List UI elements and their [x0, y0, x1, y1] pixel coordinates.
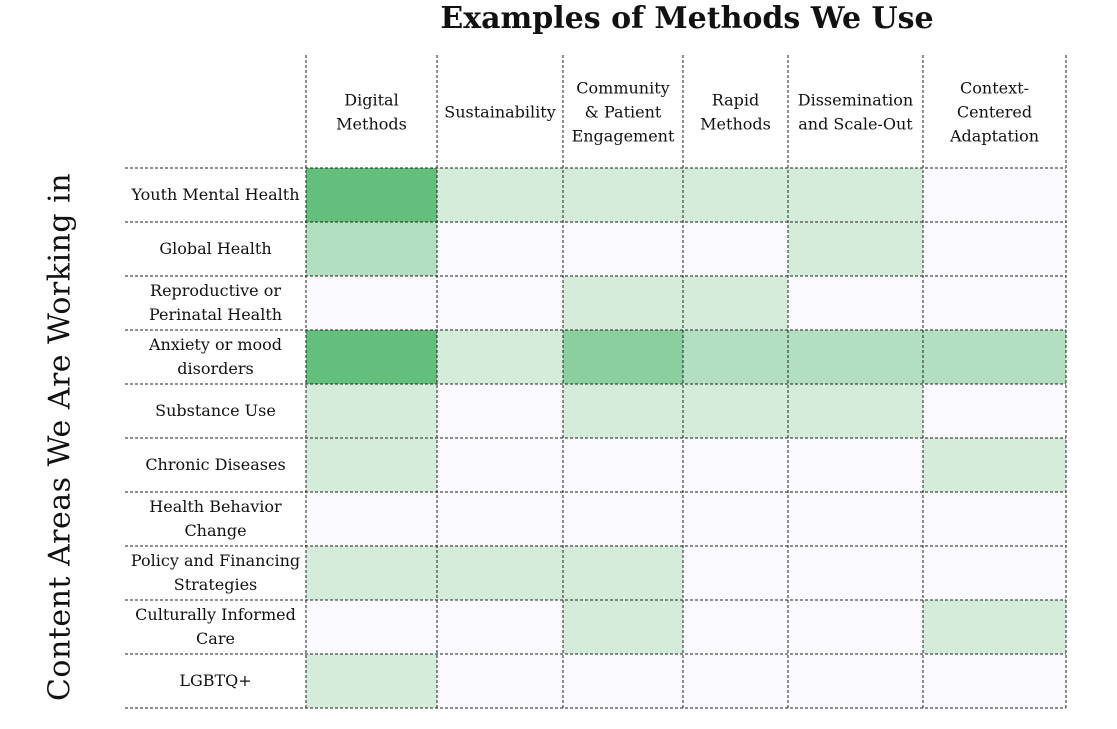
- heatmap-cell: [306, 546, 437, 600]
- heatmap-cell: [788, 492, 923, 546]
- heatmap-cell: [437, 384, 563, 438]
- heatmap-cell: [437, 600, 563, 654]
- row-label: [131, 551, 300, 594]
- heatmap-cell: [923, 546, 1066, 600]
- heatmap-cell: [437, 492, 563, 546]
- column-header-line: Rapid: [711, 90, 760, 110]
- column-header-line: Sustainability: [444, 102, 556, 122]
- heatmap-cell: [563, 654, 683, 708]
- row-label-line: Change: [184, 521, 247, 540]
- column-header: [336, 91, 407, 134]
- heatmap-cell: [683, 600, 788, 654]
- heatmap-cell: [683, 492, 788, 546]
- heatmap-cell: [923, 600, 1066, 654]
- row-label: [149, 497, 282, 540]
- row-label: [155, 401, 276, 420]
- row-label-line: Substance Use: [155, 401, 276, 420]
- column-header-line: Dissemination: [797, 90, 914, 110]
- column-header: [572, 79, 675, 146]
- heatmap-cell: [923, 168, 1066, 222]
- heatmap-cell: [923, 492, 1066, 546]
- heatmap-cell: [437, 654, 563, 708]
- heatmap-cell: [306, 276, 437, 330]
- heatmap-cell: [437, 546, 563, 600]
- column-header-line: Context-: [960, 78, 1029, 98]
- heatmap-cell: [683, 438, 788, 492]
- row-label: [130, 185, 299, 204]
- heatmap-cell: [788, 168, 923, 222]
- heatmap-cell: [306, 492, 437, 546]
- heatmap-cell: [683, 654, 788, 708]
- heatmap-cell: [563, 276, 683, 330]
- column-header-line: Centered: [956, 102, 1033, 122]
- heatmap-cell: [923, 330, 1066, 384]
- heatmap-cell: [683, 276, 788, 330]
- row-label-line: Health Behavior: [149, 497, 282, 516]
- row-label-line: LGBTQ+: [179, 671, 252, 690]
- heatmap-cell: [306, 438, 437, 492]
- heatmap-cell: [306, 330, 437, 384]
- row-label: [149, 281, 282, 324]
- row-label: [135, 605, 296, 648]
- column-header-line: & Patient: [584, 102, 662, 122]
- column-header-line: Methods: [700, 114, 771, 134]
- heatmap-cell: [306, 654, 437, 708]
- heatmap-cell: [306, 600, 437, 654]
- heatmap-cell: [923, 222, 1066, 276]
- row-label: [159, 239, 271, 258]
- heatmap-cell: [788, 276, 923, 330]
- column-header: [798, 91, 914, 134]
- row-label-line: Reproductive or: [150, 281, 281, 300]
- heatmap-cell: [437, 438, 563, 492]
- row-label-line: Strategies: [173, 575, 258, 594]
- row-label-line: Global Health: [159, 239, 272, 258]
- heatmap-cell: [563, 438, 683, 492]
- heatmap-cell: [788, 654, 923, 708]
- heatmap-cell: [923, 384, 1066, 438]
- heatmap-cell: [563, 330, 683, 384]
- row-label-line: Youth Mental Health: [131, 185, 300, 204]
- column-header-line: Adaptation: [949, 126, 1040, 146]
- heatmap-cell: [563, 384, 683, 438]
- heatmap-cell: [306, 168, 437, 222]
- heatmap-cell: [563, 168, 683, 222]
- column-header-line: Methods: [336, 114, 407, 134]
- heatmap-cell: [563, 600, 683, 654]
- heatmap-cell: [788, 546, 923, 600]
- y-axis-label: Content Areas We Are Working in: [42, 172, 78, 702]
- heatmap-cell: [788, 384, 923, 438]
- heatmap-cell: [683, 546, 788, 600]
- heatmap-cell: [306, 222, 437, 276]
- row-label-line: Care: [196, 629, 235, 648]
- row-label: [145, 455, 285, 474]
- heatmap-cell: [437, 276, 563, 330]
- heatmap-cell: [788, 438, 923, 492]
- row-label-line: Perinatal Health: [148, 305, 283, 324]
- row-label-line: Chronic Diseases: [145, 455, 286, 474]
- row-label-line: Culturally Informed: [135, 605, 296, 624]
- heatmap-cell: [788, 222, 923, 276]
- heatmap-cell: [683, 168, 788, 222]
- row-label-line: Policy and Financing: [130, 551, 301, 570]
- heatmap-cell: [923, 654, 1066, 708]
- chart-title: Examples of Methods We Use: [440, 1, 934, 36]
- heatmap-cell: [788, 600, 923, 654]
- heatmap-cell: [437, 168, 563, 222]
- row-label: [148, 335, 282, 378]
- heatmap-cell: [563, 492, 683, 546]
- column-header: [949, 79, 1039, 146]
- column-header-line: Engagement: [571, 126, 675, 146]
- row-label-line: disorders: [177, 359, 254, 378]
- heatmap-cell: [923, 438, 1066, 492]
- row-label-line: Anxiety or mood: [148, 335, 283, 354]
- column-header-line: and Scale-Out: [798, 114, 913, 134]
- heatmap-cell: [306, 384, 437, 438]
- heatmap-cell: [683, 222, 788, 276]
- heatmap-cell: [788, 330, 923, 384]
- heatmap-cell: [563, 222, 683, 276]
- column-header: [444, 103, 555, 122]
- heatmap-cell: [923, 276, 1066, 330]
- column-header-line: Digital: [344, 90, 399, 110]
- heatmap-cell: [563, 546, 683, 600]
- column-header-line: Community: [576, 78, 670, 98]
- heatmap-cell: [683, 330, 788, 384]
- heatmap-cell: [437, 222, 563, 276]
- heatmap-cell: [683, 384, 788, 438]
- heatmap-cell: [437, 330, 563, 384]
- column-header: [700, 91, 771, 134]
- row-label: [179, 671, 251, 690]
